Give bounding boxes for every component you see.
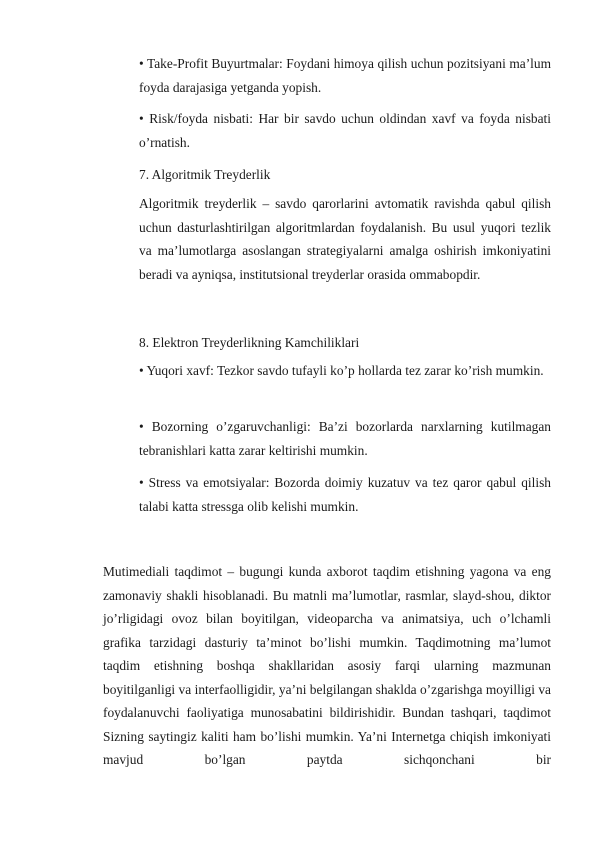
algorithmic-trading-paragraph: Algoritmik treyderlik – savdo qarorlarini avtomatik ravishda qabul qilish uchun dasturlashtirilgan algoritmlardan foydalanish. Bu usul yuqori tezlik va ma’lumotlarga asoslangan strategiyalarni amalga oshirish imkoniyatini beradi va ayniqsa, institutsional treyderlar orasida ommabopdir. <box>139 196 551 282</box>
bullet-high-risk: • Yuqori xavf: Tezkor savdo tufayli ko’p hollarda tez zarar ko’rish mumkin. <box>139 363 544 378</box>
section-heading-7: 7. Algoritmik Treyderlik <box>139 167 271 182</box>
bullet-take-profit: • Take-Profit Buyurtmalar: Foydani himoya qilish uchun pozitsiyani ma’lum foyda darajasiga yetganda yopish. <box>139 56 551 95</box>
bullet-risk-ratio: • Risk/foyda nisbati: Har bir savdo uchun oldindan xavf va foyda nisbati o’rnatish. <box>139 111 551 150</box>
section-heading-8: 8. Elektron Treyderlikning Kamchiliklari <box>139 335 360 350</box>
bullet-market-volatility: • Bozorning o’zgaruvchanligi: Ba’zi bozorlarda narxlarning kutilmagan tebranishlari katta zarar keltirishi mumkin. <box>139 419 551 458</box>
multimedia-presentation-paragraph: Mutimediali taqdimot – bugungi kunda axborot taqdim etishning yagona va eng zamonaviy shakli hisoblanadi. Bu matnli ma’lumotlar, rasmlar, slayd-shou, diktor jo’rligidagi ovoz bilan boyitilgan, videoparcha va animatsiya, uch o’lchamli grafika tarzidagi dasturiy ta’minot bo’lishi mumkin. Taqdimotning ma’lumot taqdim etishning boshqa shakllaridan asosiy farqi ularning mazmunan boyitilganligi va interfaolligidir, ya’ni belgilangan shaklda o’zgarishga moyilligi va foydalanuvchi faoliyatiga munosabatini bildirishidir. Bundan tashqari, taqdimot Sizning saytingiz kaliti ham bo’lishi mumkin. Ya’ni Internetga chiqish imkoniyati mavjud bo’lgan paytda sichqonchani bir <box>103 564 551 767</box>
bullet-stress-emotions: • Stress va emotsiyalar: Bozorda doimiy kuzatuv va tez qaror qabul qilish talabi katta stressga olib kelishi mumkin. <box>139 475 551 514</box>
